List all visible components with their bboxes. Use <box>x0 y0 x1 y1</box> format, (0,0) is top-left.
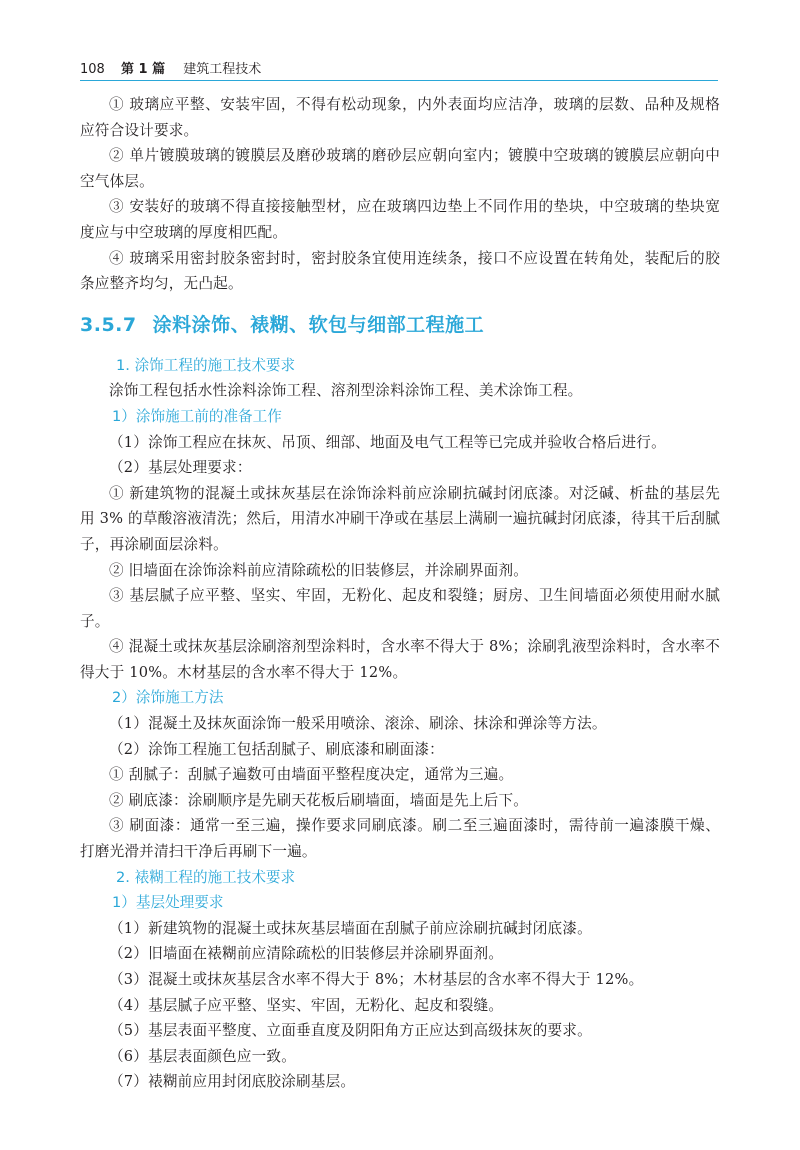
section-title <box>80 305 720 345</box>
paragraph: （2）基层处理要求： <box>109 459 252 477</box>
paragraph: ④ 玻璃采用密封胶条密封时，密封胶条宜使用连续条，接口不应设置在转角处，装配后的胶条应整齐均匀，无凸起。 <box>80 249 720 293</box>
paragraph: （1）涂饰工程应在抹灰、吊顶、细部、地面及电气工程等已完成并验收合格后进行。 <box>109 433 666 451</box>
subsection-heading: 1. 涂饰工程的施工技术要求 <box>116 356 296 374</box>
part-label: 第 1 篇 <box>120 62 166 77</box>
paragraph: （6）基层表面颜色应一致。 <box>109 1047 297 1065</box>
paragraph: ③ 安装好的玻璃不得直接接触型材，应在玻璃四边垫上不同作用的垫块，中空玻璃的垫块宽度应与中空玻璃的厚度相匹配。 <box>80 198 720 241</box>
paragraph: 涂饰工程包括水性涂料涂饰工程、溶剂型涂料涂饰工程、美术涂饰工程。 <box>109 382 583 400</box>
paragraph: （2）涂饰工程施工包括刮腻子、刷底漆和刷面漆： <box>109 740 444 758</box>
section-heading-text: 涂料涂饰、裱糊、软包与细部工程施工 <box>152 313 485 336</box>
paragraph: ③ 刷面漆：通常一至三遍，操作要求同刷底漆。刷二至三遍面漆时，需待前一遍漆膜干燥、打磨光滑并清扫干净后再刷下一遍。 <box>80 817 720 861</box>
subsection-heading: 2. 裱糊工程的施工技术要求 <box>116 868 296 886</box>
paragraph: ① 玻璃应平整、安装牢固，不得有松动现象，内外表面均应洁净，玻璃的层数、品种及规格应符合设计要求。 <box>80 96 720 139</box>
header-rule <box>80 80 718 81</box>
page-body <box>80 92 720 1095</box>
page-header <box>80 58 718 82</box>
paragraph: （4）基层腻子应平整、坚实、牢固，无粉化、起皮和裂缝。 <box>109 996 504 1014</box>
paragraph: （7）裱糊前应用封闭底胶涂刷基层。 <box>109 1073 356 1091</box>
paragraph: ① 新建筑物的混凝土或抹灰基层在涂饰涂料前应涂刷抗碱封闭底漆。对泛碱、析盐的基层先用 3% 的草酸溶液清洗；然后，用清水冲刷干净或在基层上满刷一遍抗碱封闭底漆，待其干后刮腻子，再涂刷面层涂料。 <box>80 484 720 553</box>
paragraph: ② 刷底漆：涂刷顺序是先刷天花板后刷墙面，墙面是先上后下。 <box>109 791 529 809</box>
paragraph: （2）旧墙面在裱糊前应清除疏松的旧装修层并涂刷界面剂。 <box>109 945 504 963</box>
paragraph: （1）新建筑物的混凝土或抹灰基层墙面在刮腻子前应涂刷抗碱封闭底漆。 <box>109 919 592 937</box>
section-number: 3.5.7 <box>80 313 137 336</box>
header-title: 建筑工程技术 <box>183 62 262 77</box>
page-number: 108 <box>80 62 105 77</box>
paragraph: ③ 基层腻子应平整、坚实、牢固，无粉化、起皮和裂缝；厨房、卫生间墙面必须使用耐水腻子。 <box>80 587 720 630</box>
paragraph: ① 刮腻子：刮腻子遍数可由墙面平整程度决定，通常为三遍。 <box>109 766 514 784</box>
subsubsection-heading: 1）基层处理要求 <box>112 894 224 912</box>
subsubsection-heading: 2）涂饰施工方法 <box>112 689 224 707</box>
paragraph: ④ 混凝土或抹灰基层涂刷溶剂型涂料时，含水率不得大于 8%；涂刷乳液型涂料时，含水率不得大于 10%。木材基层的含水率不得大于 12%。 <box>80 638 720 681</box>
paragraph: ② 旧墙面在涂饰涂料前应清除疏松的旧装修层，并涂刷界面剂。 <box>109 561 529 579</box>
paragraph: （3）混凝土或抹灰基层含水率不得大于 8%；木材基层的含水率不得大于 12%。 <box>109 971 644 988</box>
paragraph: （1）混凝土及抹灰面涂饰一般采用喷涂、滚涂、刷涂、抹涂和弹涂等方法。 <box>109 715 607 733</box>
paragraph: ② 单片镀膜玻璃的镀膜层及磨砂玻璃的磨砂层应朝向室内；镀膜中空玻璃的镀膜层应朝向中空气体层。 <box>80 147 720 190</box>
subsubsection-heading: 1）涂饰施工前的准备工作 <box>112 407 282 425</box>
paragraph: （5）基层表面平整度、立面垂直度及阴阳角方正应达到高级抹灰的要求。 <box>109 1022 592 1040</box>
